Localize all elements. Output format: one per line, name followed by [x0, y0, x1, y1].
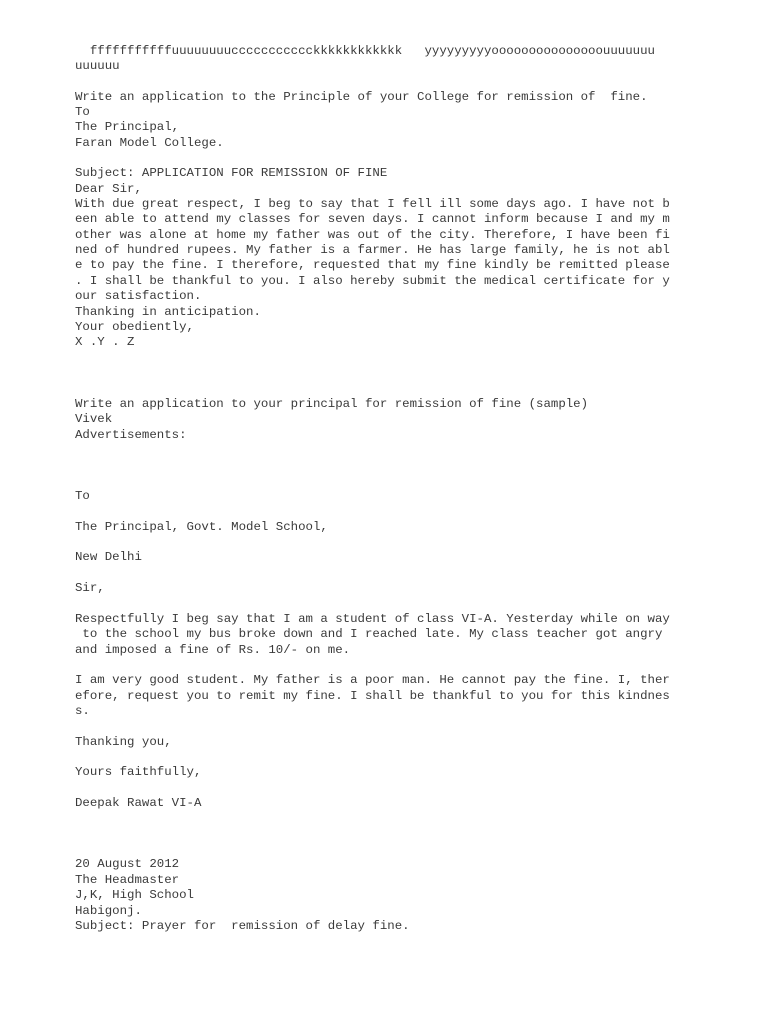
letter2-para1-line: and imposed a fine of Rs. 10/- on me.: [75, 643, 351, 657]
letter1-valediction: Your obediently,: [75, 320, 194, 334]
header-line-1: fffffffffffuuuuuuuuccccccccccckkkkkkkkkkkk yyyyyyyyyooooooooooooooouuuuuuu: [75, 44, 655, 58]
letter2-to: To: [75, 489, 90, 503]
letter1-body-line: e to pay the fine. I therefore, requested that my fine kindly be remitted please: [75, 258, 670, 272]
letter3-school: J,K, High School: [75, 888, 194, 902]
advertisements-label: Advertisements:: [75, 428, 187, 442]
letter1-college: Faran Model College.: [75, 136, 224, 150]
letter3-place: Habigonj.: [75, 904, 142, 918]
letter1-signature: X .Y . Z: [75, 335, 135, 349]
letter1-body-line: our satisfaction.: [75, 289, 202, 303]
letter3-subject: Subject: Prayer for remission of delay fine.: [75, 919, 410, 933]
letter3-recipient: The Headmaster: [75, 873, 180, 887]
letter2-city: New Delhi: [75, 550, 142, 564]
letter1-closing: Thanking in anticipation.: [75, 305, 261, 319]
letter1-subject: Subject: APPLICATION FOR REMISSION OF FINE: [75, 166, 388, 180]
letter1-to: To: [75, 105, 90, 119]
letter1-body-line: other was alone at home my father was out of the city. Therefore, I have been fi: [75, 228, 670, 242]
letter2-closing: Thanking you,: [75, 735, 172, 749]
letter1-body-line: ned of hundred rupees. My father is a farmer. He has large family, he is not abl: [75, 243, 670, 257]
letter1-recipient: The Principal,: [75, 120, 180, 134]
letter2-salutation: Sir,: [75, 581, 105, 595]
letter2-author: Vivek: [75, 412, 113, 426]
letter2-valediction: Yours faithfully,: [75, 765, 202, 779]
header-line-2: uuuuuu: [75, 59, 120, 73]
letter1-body-line: . I shall be thankful to you. I also hereby submit the medical certificate for y: [75, 274, 670, 288]
letter1-prompt: Write an application to the Principle of your College for remission of fine.: [75, 90, 648, 104]
letter3-date: 20 August 2012: [75, 857, 180, 871]
letter2-para1-line: Respectfully I beg say that I am a student of class VI-A. Yesterday while on way: [75, 612, 670, 626]
letter2-para2-line: efore, request you to remit my fine. I shall be thankful to you for this kindnes: [75, 689, 670, 703]
letter2-para2-line: s.: [75, 704, 90, 718]
letter2-prompt: Write an application to your principal for remission of fine (sample): [75, 397, 589, 411]
letter2-para1-line: to the school my bus broke down and I reached late. My class teacher got angry: [75, 627, 663, 641]
letter2-para2-line: I am very good student. My father is a poor man. He cannot pay the fine. I, ther: [75, 673, 670, 687]
letter1-body-line: een able to attend my classes for seven days. I cannot inform because I and my m: [75, 212, 670, 226]
letter2-recipient: The Principal, Govt. Model School,: [75, 520, 328, 534]
letter1-body-line: With due great respect, I beg to say that I fell ill some days ago. I have not b: [75, 197, 670, 211]
letter2-signature: Deepak Rawat VI-A: [75, 796, 202, 810]
letter1-salutation: Dear Sir,: [75, 182, 142, 196]
